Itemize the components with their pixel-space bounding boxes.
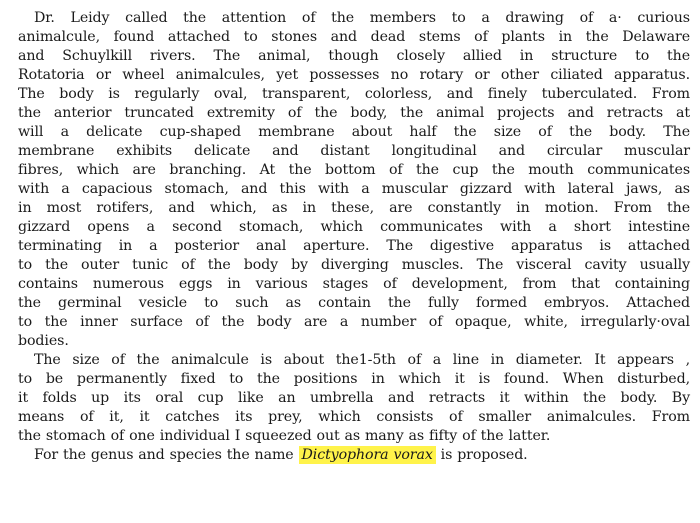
text-line <box>18 446 690 465</box>
proposal-text-before: For the genus and species the name <box>34 447 299 463</box>
text-line: in most rotifers, and which, as in these, are constantly in motion. From the <box>18 200 690 216</box>
text-line: gizzard opens a second stomach, which communicates with a short intestine <box>18 219 690 235</box>
text-line: The size of the animalcule is about the1-5th of a line in diameter. It appears , <box>34 352 690 368</box>
text-line: The body is regularly oval, transparent, colorless, and finely tuberculated. From <box>18 86 690 102</box>
text-line: animalcule, found attached to stones and dead stems of plants in the Delaware <box>18 29 690 45</box>
paragraph-leidy-description <box>18 9 690 351</box>
paragraph-name-proposal <box>18 446 690 465</box>
text-line: will a delicate cup-shaped membrane about half the size of the body. The <box>18 124 690 140</box>
text-line: the anterior truncated extremity of the body, the animal projects and retracts at <box>18 105 690 121</box>
text-line: to be permanently fixed to the positions in which it is found. When disturbed, <box>18 371 690 387</box>
paragraph-animalcule-size <box>18 351 690 446</box>
article-text <box>18 9 690 465</box>
text-line: Rotatoria or wheel animalcules, yet possesses no rotary or other ciliated apparatus. <box>18 67 690 83</box>
text-line: fibres, which are branching. At the bottom of the cup the mouth communicates <box>18 162 690 178</box>
text-line: to the inner surface of the body are a number of opaque, white, irregularly·oval <box>18 314 690 330</box>
text-line: and Schuylkill rivers. The animal, though closely allied in structure to the <box>18 48 690 64</box>
species-name-highlight: Dictyophora vorax <box>299 446 436 464</box>
text-line: to the outer tunic of the body by diverging muscles. The visceral cavity usually <box>18 257 690 273</box>
text-line: contains numerous eggs in various stages of development, from that containing <box>18 276 690 292</box>
text-line: terminating in a posterior anal aperture. The digestive apparatus is attached <box>18 238 690 254</box>
text-line: means of it, it catches its prey, which consists of smaller animalcules. From <box>18 409 690 425</box>
text-line: the germinal vesicle to such as contain the fully formed embryos. Attached <box>18 295 690 311</box>
text-line: Dr. Leidy called the attention of the members to a drawing of a· curious <box>34 10 690 26</box>
text-line: membrane exhibits delicate and distant longitudinal and circular muscular <box>18 143 690 159</box>
text-line: bodies. <box>18 333 69 349</box>
text-line: the stomach of one individual I squeezed out as many as fifty of the latter. <box>18 428 551 444</box>
text-line: with a capacious stomach, and this with a muscular gizzard with lateral jaws, as <box>18 181 690 197</box>
proposal-text-after: is proposed. <box>435 447 528 463</box>
text-line: it folds up its oral cup like an umbrella and retracts it within the body. By <box>18 390 690 406</box>
